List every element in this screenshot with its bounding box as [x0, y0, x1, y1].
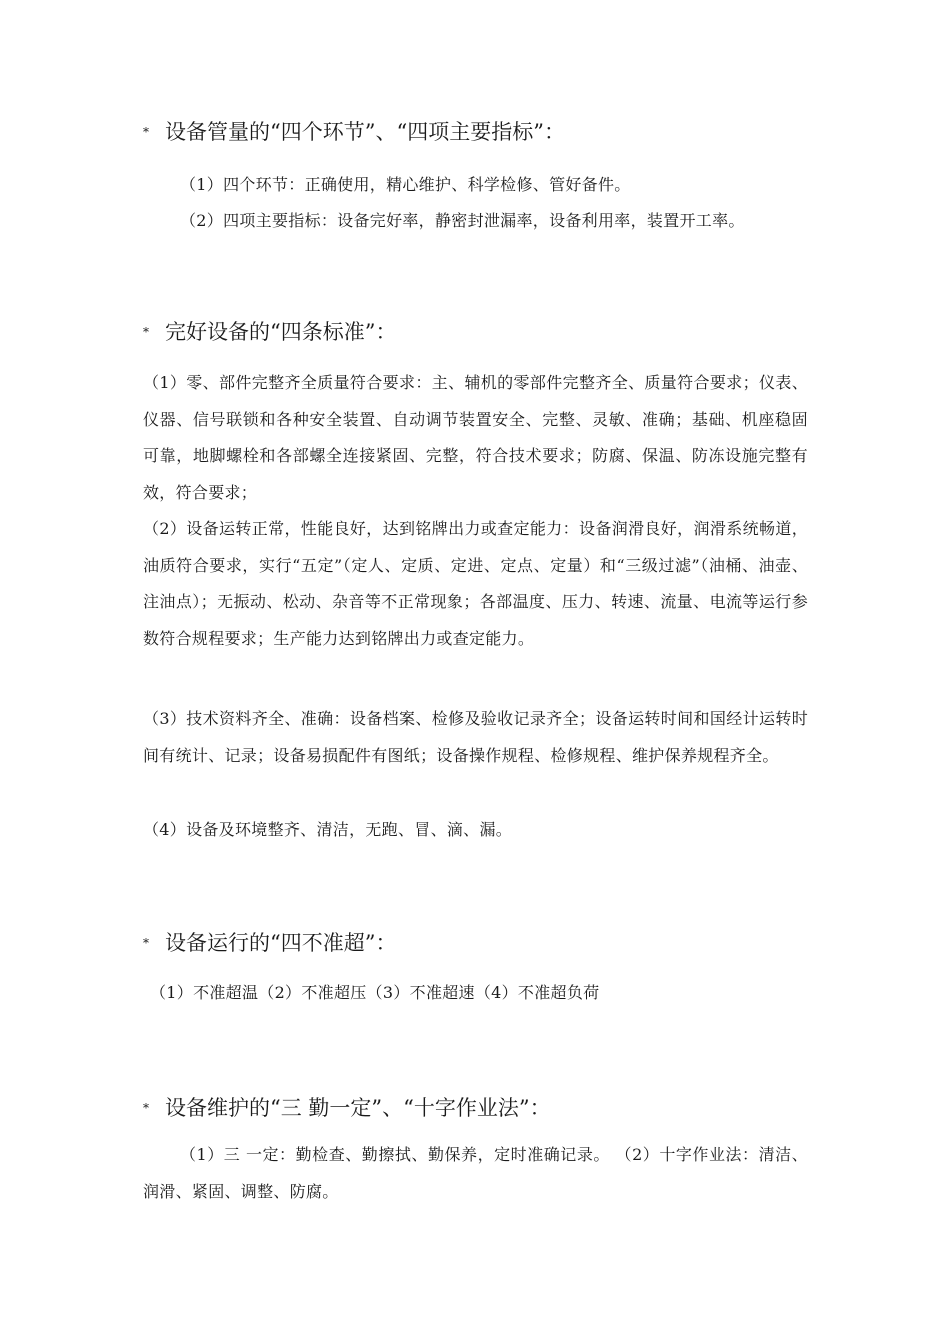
section-heading-equipment-management: [143, 117, 823, 149]
section-heading-intact-equipment-standards: [143, 317, 823, 349]
bullet-marker: *: [143, 324, 149, 339]
list-item: （1）四个环节：正确使用，精心维护、科学检修、管好备件。: [180, 175, 631, 194]
list-item: （1）不准超温（2）不准超压（3）不准超速（4）不准超负荷: [150, 983, 600, 1002]
list-item: （3）技术资料齐全、准确：设备档案、检修及验收记录齐全；设备运转时间和国经计运转时间有统计、记录；设备易损配件有图纸；设备操作规程、检修规程、维护保养规程齐全。: [143, 709, 808, 765]
section-heading-four-no-exceed: [143, 928, 823, 960]
list-item: （1）三 一定：勤检查、勤擦拭、勤保养，定时准确记录。 （2）十字作业法：清洁、润滑、紧固、调整、防腐。: [143, 1145, 808, 1201]
list-item: （1）零、部件完整齐全质量符合要求：主、辅机的零部件完整齐全、质量符合要求；仪表、仪器、信号联锁和各种安全装置、自动调节装置安全、完整、灵敏、准确；基础、机座稳固可靠，地脚螺栓和各部螺全连接紧固、完整，符合技术要求；防腐、保温、防冻设施完整有效，符合要求；: [143, 373, 808, 502]
heading-text: 设备维护的“三 勤一定”、“十字作业法”：: [165, 1096, 551, 1120]
list-item: （2）设备运转正常，性能良好，达到铭牌出力或查定能力：设备润滑良好，润滑系统畅道，油质符合要求，实行“五定”（定人、定质、定进、定点、定量）和“三级过滤”（油桶、油壶、注油点）；无振动、松动、杂音等不正常现象；各部温度、压力、转速、流量、电流等运行参数符合规程要求；生产能力达到铭牌出力或查定能力。: [143, 519, 808, 648]
bullet-marker: *: [143, 1100, 149, 1115]
heading-text: 设备管量的“四个环节”、“四项主要指标”：: [165, 120, 565, 144]
heading-text: 完好设备的“四条标准”：: [165, 320, 397, 344]
bullet-marker: *: [143, 935, 149, 950]
heading-text: 设备运行的“四不准超”：: [165, 931, 397, 955]
list-item: （2）四项主要指标：设备完好率，静密封泄漏率，设备利用率，装置开工率。: [180, 211, 745, 230]
section-heading-equipment-maintenance: [143, 1093, 823, 1125]
list-item: （4）设备及环境整齐、清洁，无跑、冒、滴、漏。: [143, 820, 513, 839]
bullet-marker: *: [143, 124, 149, 139]
